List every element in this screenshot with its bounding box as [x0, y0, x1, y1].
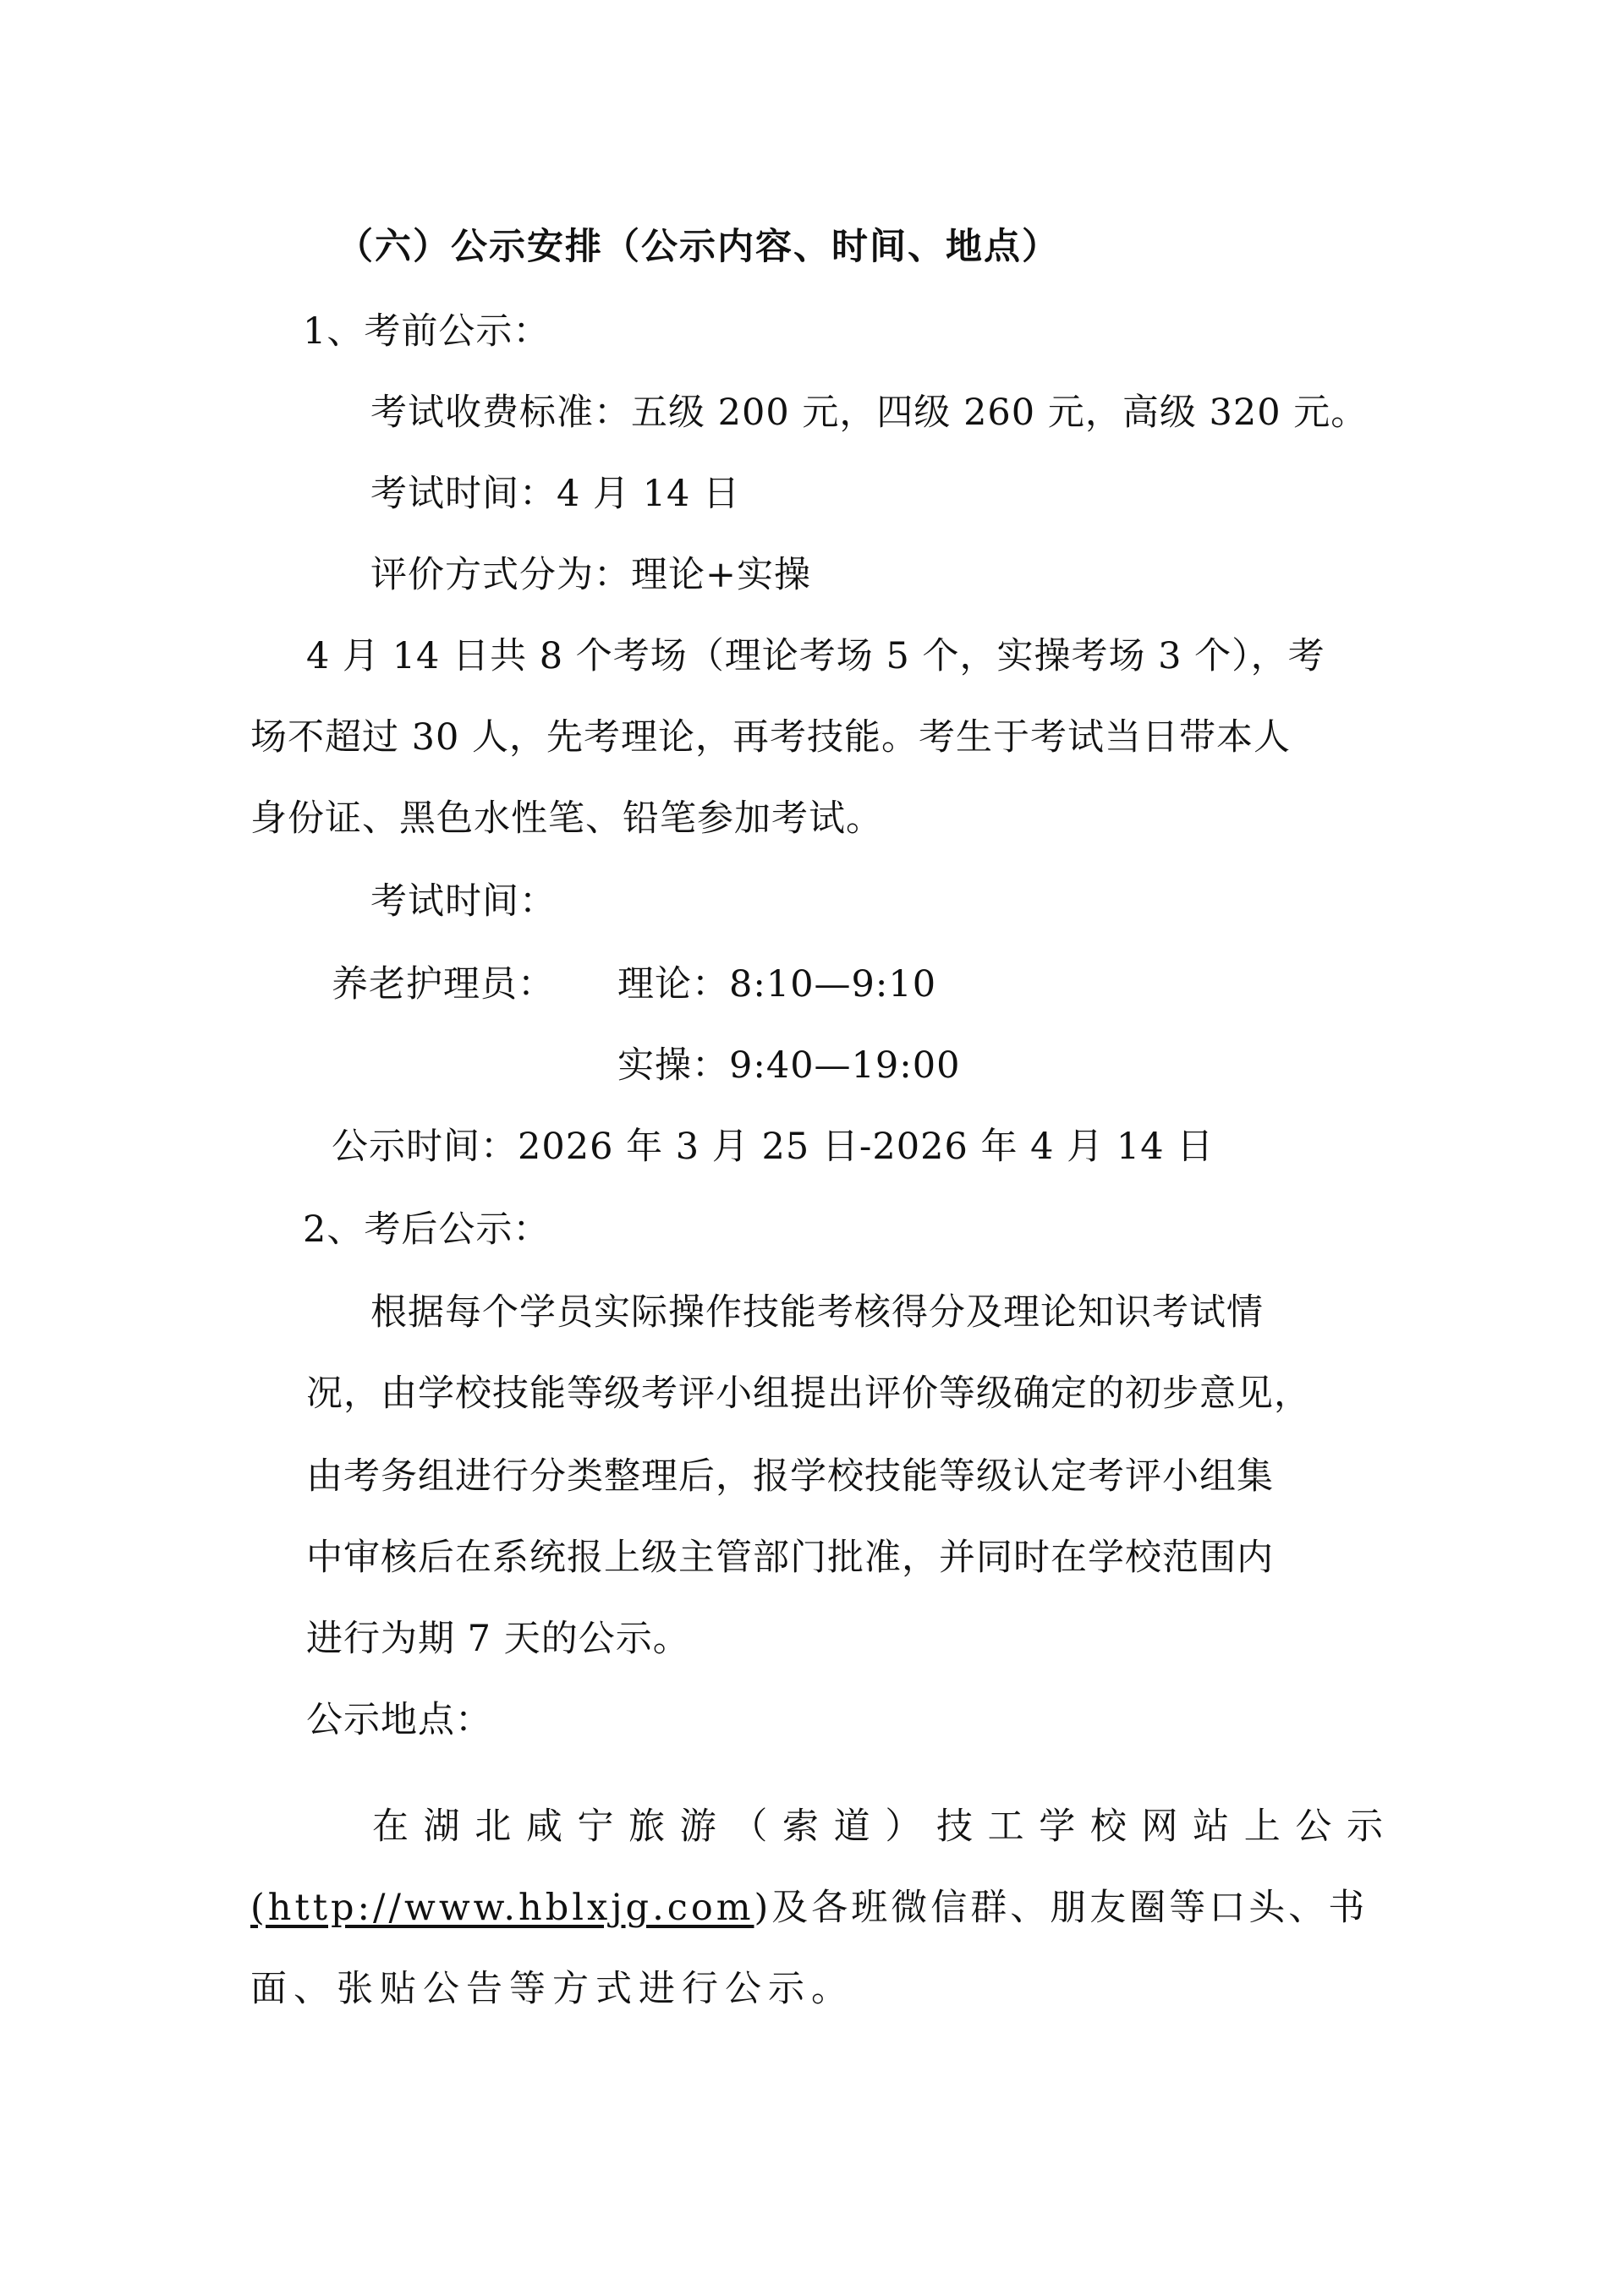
practice-time: 实操：9:40—19:00: [617, 1044, 961, 1087]
evaluation-method: 评价方式分为：理论+实操: [370, 554, 812, 596]
post-exam-title: 2、考后公示：: [303, 1208, 551, 1251]
school-website-link[interactable]: (http://www.hblxjg.com: [250, 1887, 754, 1929]
post-exam-para-line-4: 中审核后在系统报上级主管部门批准，并同时在学校范围内: [306, 1537, 1274, 1579]
location-line-1: 在湖北咸宁旅游（索道）技工学校网站上公示: [372, 1806, 1384, 1848]
section-heading: （六）公示安排（公示内容、时间、地点）: [337, 226, 1060, 268]
publicity-period: 公示时间：2026 年 3 月 25 日-2026 年 4 月 14 日: [332, 1126, 1215, 1168]
post-exam-para-line-3: 由考务组进行分类整理后，报学校技能等级认定考评小组集: [306, 1455, 1274, 1498]
exam-rooms-line-1: 4 月 14 日共 8 个考场（理论考场 5 个，实操考场 3 个），考: [306, 635, 1325, 677]
post-exam-para-line-2: 况，由学校技能等级考评小组提出评价等级确定的初步意见，: [306, 1373, 1311, 1415]
theory-time: 理论：8:10—9:10: [617, 963, 937, 1006]
post-exam-para-line-5: 进行为期 7 天的公示。: [306, 1618, 690, 1660]
exam-time-label: 考试时间：: [370, 880, 557, 923]
fee-standard: 考试收费标准：五级 200 元，四级 260 元，高级 320 元。: [370, 392, 1369, 434]
location-label: 公示地点：: [306, 1699, 492, 1741]
location-line-3: 面、张贴公告等方式进行公示。: [250, 1968, 854, 2010]
location-line-2-rest: )及各班微信群、朋友圈等口头、书: [754, 1887, 1369, 1929]
exam-rooms-line-3: 身份证、黑色水性笔、铅笔参加考试。: [250, 797, 883, 840]
exam-date: 考试时间：4 月 14 日: [370, 473, 741, 515]
exam-rooms-line-2: 场不超过 30 人，先考理论，再考技能。考生于考试当日带本人: [250, 716, 1292, 759]
post-exam-para-line-1: 根据每个学员实际操作技能考核得分及理论知识考试情: [370, 1291, 1264, 1334]
location-line-2: [250, 1882, 1368, 1933]
role-label: 养老护理员：: [332, 963, 555, 1006]
pre-exam-title: 1、考前公示：: [303, 310, 551, 353]
